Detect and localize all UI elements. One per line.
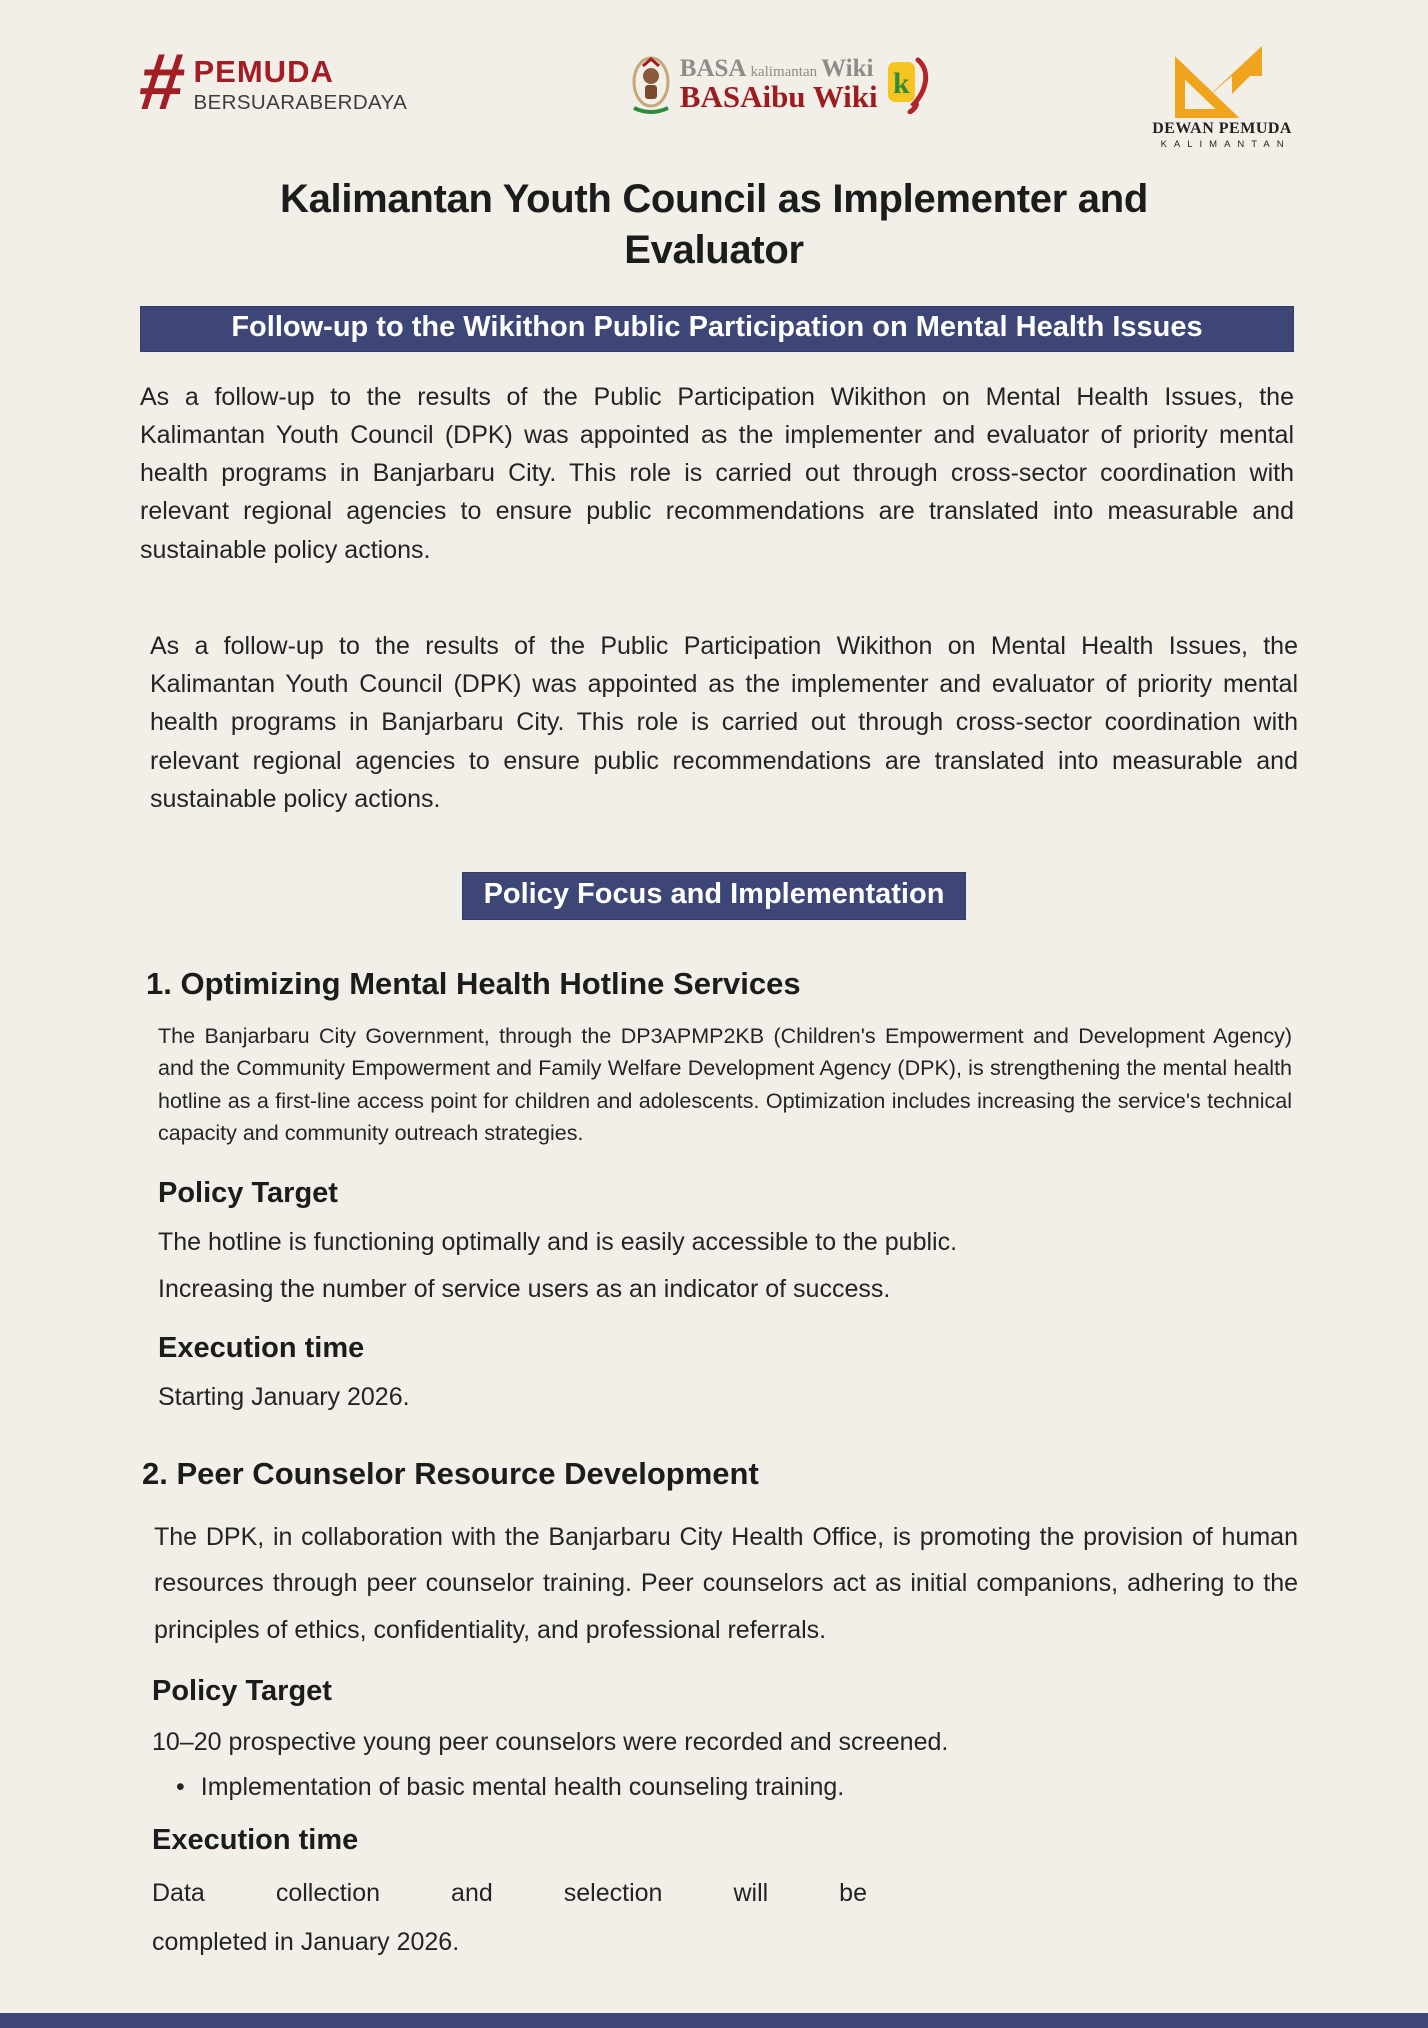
dewan-pemuda-logo (1152, 42, 1292, 150)
dewan-pemuda-icon (1166, 42, 1278, 118)
intro-paragraph-1: As a follow-up to the results of the Public Participation Wikithon on Mental Health Issues, the Kalimantan Youth Council (DPK) was appointed as the implementer and evaluator of priority mental health programs in Banjarbaru City. This role is carried out through cross-sector coordination with relevant regional agencies to ensure public recommendations are translated into measurable and sustainable policy actions. (140, 382, 1294, 564)
basa-mascot-icon (630, 54, 672, 116)
section-2-heading: 2. Peer Counselor Resource Development (142, 1456, 759, 1492)
hashtag-icon: # (135, 37, 190, 126)
banner-policy-focus-wrap (0, 872, 1428, 920)
section-1-execution-label: Execution time (158, 1332, 365, 1365)
section-2-execution-label: Execution time (152, 1823, 359, 1856)
footer-bar (0, 2013, 1428, 2028)
header (0, 0, 1428, 160)
section-1-body: The Banjarbaru City Government, through the DP3APMP2KB (Children's Empowerment and Development Agency) and the Community Empowerment and Family Welfare Development Agency (DPK), is strengthening the mental health hotline as a first-line access point for children and adolescents. Optimization includes increasing the service's technical capacity and community outreach strategies. (158, 1024, 1292, 1145)
basa-badge-icon (886, 56, 930, 114)
section-1-policy-target-label: Policy Target (158, 1177, 338, 1210)
pemuda-name: PEMUDA (193, 54, 334, 89)
section-1-policy-target-line-1: The hotline is functioning optimally and is easily accessible to the public. (158, 1228, 958, 1257)
section-2-execution-line-2: completed in January 2026. (152, 1927, 460, 1956)
basa-wordmark (680, 56, 878, 114)
bullet-icon: • (176, 1772, 185, 1801)
section-2-policy-target-label: Policy Target (152, 1674, 332, 1707)
banner-followup: Follow-up to the Wikithon Public Participation on Mental Health Issues (140, 306, 1294, 352)
svg-text:k: k (892, 67, 910, 100)
basa-wiki-label: Wiki (821, 55, 874, 83)
basa-wiki-logo (630, 54, 930, 116)
section-2-bullet-item (176, 1773, 1428, 1802)
banner-policy-focus: Policy Focus and Implementation (462, 872, 967, 920)
basa-region-label: kalimantan (750, 64, 818, 81)
basa-label: BASA (679, 55, 747, 83)
dewan-pemuda-region: KALIMANTAN (1160, 139, 1291, 150)
pemuda-tagline: BERSUARABERDAYA (193, 91, 408, 114)
section-2-bullet-text: Implementation of basic mental health counseling training. (200, 1772, 845, 1801)
section-1-execution-line: Starting January 2026. (158, 1383, 410, 1412)
basa-top-line (680, 56, 878, 81)
section-1-heading: 1. Optimizing Mental Health Hotline Services (146, 966, 801, 1002)
pemuda-logo (135, 37, 408, 126)
pemuda-wordmark (194, 50, 408, 115)
dewan-pemuda-name: DEWAN PEMUDA (1152, 120, 1292, 137)
intro-paragraph-2: As a follow-up to the results of the Public Participation Wikithon on Mental Health Issues, the Kalimantan Youth Council (DPK) was appointed as the implementer and evaluator of priority mental health programs in Banjarbaru City. This role is carried out through cross-sector coordination with relevant regional agencies to ensure public recommendations are translated into measurable and sustainable policy actions. (150, 631, 1298, 813)
page-title: Kalimantan Youth Council as Implementer and Evaluator (280, 177, 1148, 272)
basaibu-wiki-wordmark: BASAibu Wiki (679, 79, 878, 115)
section-1-policy-target-line-2: Increasing the number of service users as an indicator of success. (158, 1275, 891, 1304)
section-2-execution-line-1: Data collection and selection will be (152, 1878, 867, 1907)
section-2-body: The DPK, in collaboration with the Banjarbaru City Health Office, is promoting the provision of human resources through peer counselor training. Peer counselors act as initial companions, adhering to the principles of ethics, confidentiality, and professional referrals. (154, 1523, 1298, 1644)
section-2-policy-target-line-1: 10–20 prospective young peer counselors were recorded and screened. (152, 1727, 949, 1756)
